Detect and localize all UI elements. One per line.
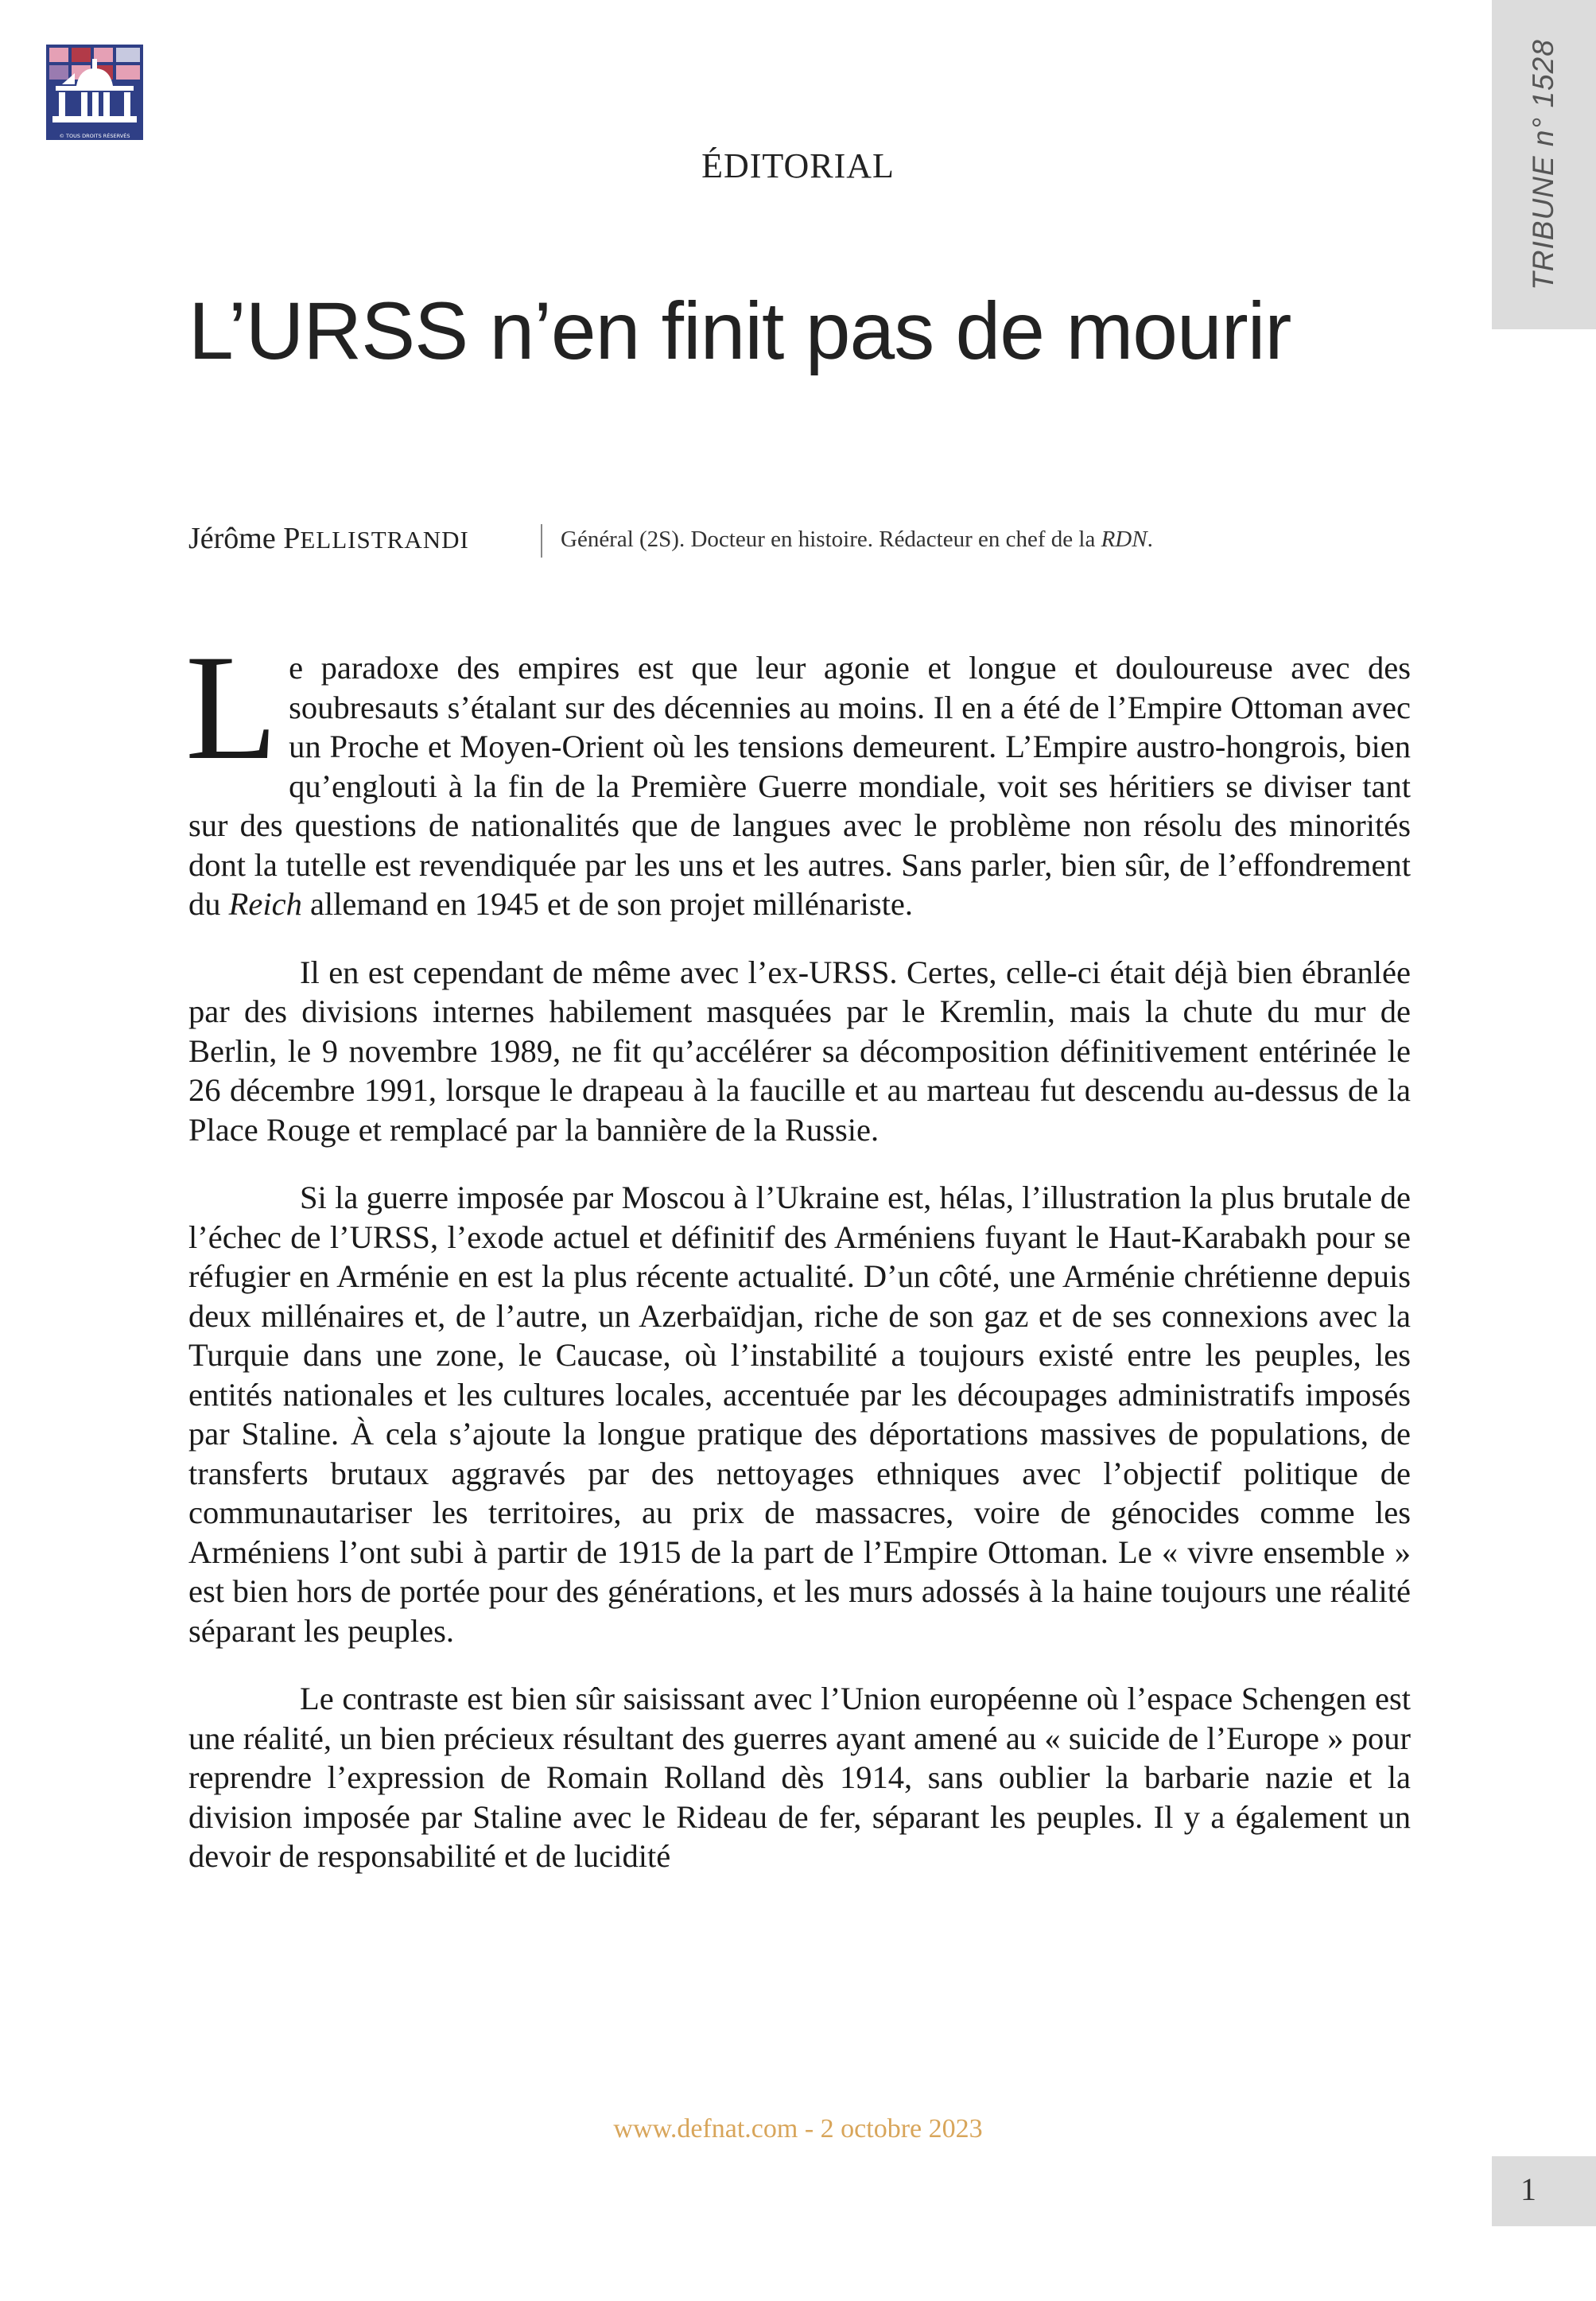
paragraph-2: Il en est cependant de même avec l’ex-URSS. Certes, celle-ci était déjà bien ébranlée par des divisions internes habilement masquées par le Kremlin, mais la chute du mur de Berlin, le 9 novembre 1989, ne fit qu’accélérer sa décomposition définitivement entérinée le 26 décembre 1991, lorsque le drapeau à la faucille et au marteau fut descendu au-dessus de la Place Rouge et remplacé par la bannière de la Russie. — [188, 954, 1411, 1148]
paragraph-1-end: allemand en 1945 et de son projet millénariste. — [301, 886, 913, 922]
section-label: ÉDITORIAL — [701, 146, 895, 185]
article-title: L’URSS n’en finit pas de mourir — [188, 286, 1291, 376]
svg-text:© TOUS DROITS RÉSERVÉS: © TOUS DROITS RÉSERVÉS — [59, 133, 130, 139]
paragraph-1-text: e paradoxe des empires est que leur agonie et longue et douloureuse avec des soubresauts s’étalant sur des décennies au moins. Il en a été de l’Empire Ottoman avec un Proche et Moyen-Orient où les tensions demeurent. L’Empire austro-hongrois, bien qu’englouti à la fin de la Première Guerre mondiale, voit ses héritiers se diviser tant sur des questions de nationalités que de langues avec le problème non résolu des minorités dont la tutelle est revendiquée par les uns et les autres. Sans parler, bien sûr, de l’effondrement du — [188, 650, 1411, 922]
drop-cap: L — [185, 624, 278, 791]
author-name — [188, 521, 469, 556]
author-last-name: ELLISTRANDI — [300, 526, 469, 554]
footer-url-date[interactable]: www.defnat.com - 2 octobre 2023 — [613, 2114, 983, 2144]
institution-building-icon — [46, 45, 143, 140]
paragraph-4: Le contraste est bien sûr saisissant avec l’Union européenne où l’espace Schengen est une réalité, un bien précieux résultant des guerres ayant amené au « suicide de l’Europe » pour reprendre l’expression de Romain Rolland dès 1914, sans oublier la barbarie nazie et la division imposée par Staline avec le Rideau de fer, séparant les peuples. Il y a également un devoir de responsabilité et de lucidité — [188, 1681, 1411, 1874]
author-last-name-initial: P — [283, 522, 301, 555]
tribune-number: TRIBUNE n° 1528 — [1527, 39, 1559, 290]
byline — [188, 521, 1429, 566]
author-role-text: Général (2S). Docteur en histoire. Rédacteur en chef de la — [561, 527, 1101, 552]
reich-word: Reich — [228, 886, 302, 922]
author-first-name: Jérôme — [188, 522, 284, 555]
paragraph-3: Si la guerre imposée par Moscou à l’Ukraine est, hélas, l’illustration la plus brutale de l’échec de l’URSS, l’exode actuel et définitif des Arméniens fuyant le Haut-Karabakh pour se réfugier en Arménie en est la plus récente actualité. D’un côté, une Arménie chrétienne depuis deux millénaires et, de l’autre, un Azerbaïdjan, riche de son gaz et de ses connexions avec la Turquie dans une zone, le Caucase, où l’instabilité a toujours existé entre les peuples, les entités nationales et les cultures locales, accentuée par les découpages administratifs imposés par Staline. À cela s’ajoute la longue pratique des déportations massives de populations, de transferts brutaux aggravés par des nettoyages ethniques avec l’objectif politique de communautariser les territoires, au prix de massacres, voire de génocides comme les Arméniens l’ont subi à partir de 1915 de la part de l’Empire Ottoman. Le « vivre ensemble » est bien hors de portée pour des générations, et les murs adossés à la haine toujours une réalité séparant les peuples. — [188, 1180, 1411, 1649]
page-number-tab — [1492, 2156, 1596, 2226]
paragraph-1 — [185, 624, 1411, 924]
author-role-end: . — [1147, 527, 1153, 552]
author-role — [561, 527, 1153, 553]
byline-divider — [541, 524, 542, 558]
journal-name: RDN — [1101, 527, 1147, 552]
publisher-logo — [46, 45, 143, 140]
page-number: 1 — [1520, 2171, 1536, 2207]
article-body — [185, 624, 1411, 1905]
